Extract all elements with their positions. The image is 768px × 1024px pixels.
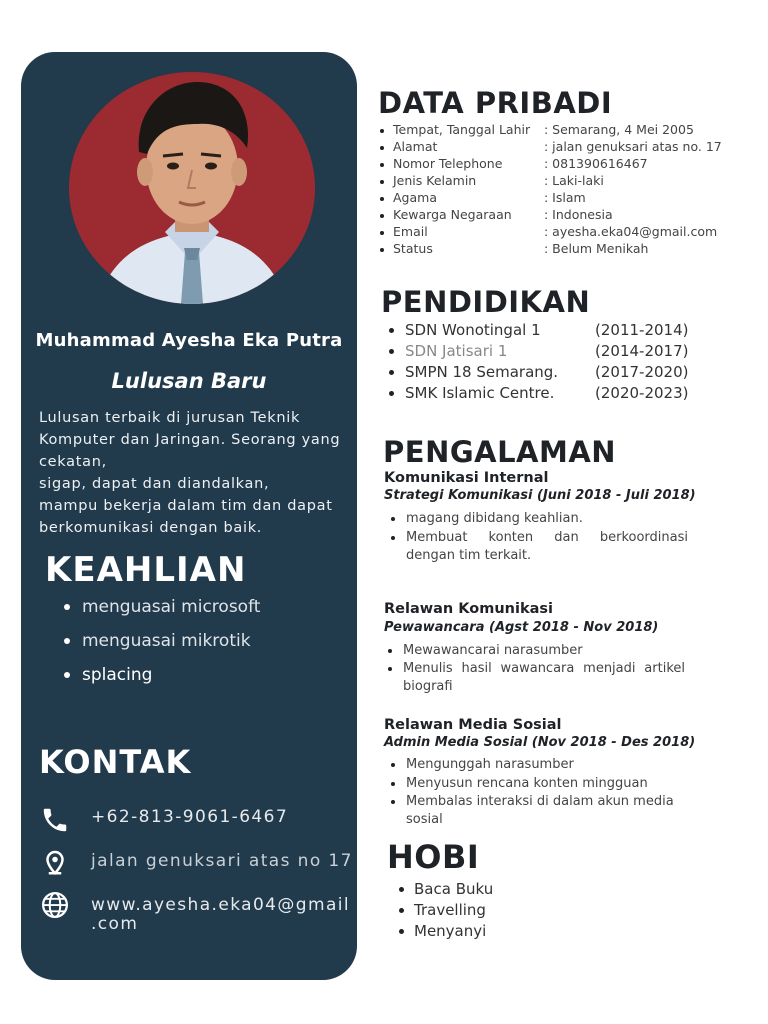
hobby-label: Menyanyi [414,922,487,940]
summary-line: Komputer dan Jaringan. Seorang yang [39,432,341,448]
job-item-text: Mewawancarai narasumber [403,643,583,658]
hobbies-heading: HOBI [387,838,480,876]
bullet-icon [389,328,394,333]
hobby-item [399,921,486,942]
education-heading: PENDIDIKAN [381,285,591,319]
personal-row [380,189,586,206]
job-item-text: Mengunggah narasumber [406,757,574,772]
personal-value: : Laki-laki [544,173,604,188]
education-row [389,383,688,404]
education-years: (2014-2017) [595,342,689,360]
hobby-label: Travelling [414,901,486,919]
website-line: www.ayesha.eka04@gmail [91,895,351,915]
education-school: SDN Jatisari 1 [405,342,508,360]
job-title: Komunikasi Internal [384,470,549,486]
personal-row [380,223,717,240]
candidate-role: Lulusan Baru [111,369,267,393]
personal-data-heading: DATA PRIBADI [378,86,613,120]
bullet-icon [399,908,404,913]
job-title: Relawan Media Sosial [384,717,562,733]
bullet-icon [389,370,394,375]
bullet-icon [64,604,70,610]
bullet-icon [391,536,395,540]
bullet-icon [380,163,384,167]
personal-label: Alamat [393,139,438,154]
bullet-icon [391,782,395,786]
personal-value: : Semarang, 4 Mei 2005 [544,122,694,137]
skill-label: menguasai mikrotik [82,631,251,651]
job-item [406,756,574,774]
education-school: SMPN 18 Semarang. [405,363,559,381]
hobby-item [399,879,493,900]
skill-item [64,597,260,617]
bullet-icon [380,248,384,252]
summary-line: berkomunikasi dengan baik. [39,520,263,536]
job-item-continuation: biografi [403,679,453,694]
bullet-icon [391,800,395,804]
profile-summary [39,407,355,539]
bullet-icon [388,649,392,653]
job-item-text: Menyusun rencana konten mingguan [406,776,648,791]
personal-row [380,206,613,223]
summary-line: cekatan, [39,454,107,470]
personal-label: Tempat, Tanggal Lahir [393,122,531,137]
job-item-continuation: sosial [406,812,443,827]
person-portrait-icon [69,72,315,304]
personal-row [380,155,648,172]
bullet-icon [388,667,392,671]
candidate-name: Muhammad Ayesha Eka Putra [35,330,343,351]
personal-value: : Indonesia [544,207,613,222]
bullet-icon [389,391,394,396]
bullet-icon [380,197,384,201]
education-school: SMK Islamic Centre. [405,384,555,402]
job-item-text: magang dibidang keahlian. [406,511,583,526]
personal-label: Kewarga Negaraan [393,207,512,222]
personal-value: : ayesha.eka04@gmail.com [544,224,718,239]
personal-row [380,138,722,155]
location-pin-icon [40,847,70,877]
profile-photo [69,72,315,304]
bullet-icon [380,146,384,150]
personal-label: Nomor Telephone [393,156,503,171]
personal-value: : jalan genuksari atas no. 17 [544,139,722,154]
summary-line: Lulusan terbaik di jurusan Teknik [39,410,301,426]
bullet-icon [380,129,384,133]
education-school: SDN Wonotingal 1 [405,321,541,339]
job-item-text: Menulis hasil wawancara menjadi artikel [403,661,685,676]
bullet-icon [64,638,70,644]
personal-row [380,121,694,138]
bullet-icon [64,672,70,678]
bullet-icon [380,214,384,218]
bullet-icon [380,180,384,184]
job-subtitle: Admin Media Sosial (Nov 2018 - Des 2018) [384,735,696,750]
job-item [403,642,583,660]
globe-icon [40,890,70,920]
personal-label: Status [393,241,433,256]
summary-line: mampu bekerja dalam tim dan dapat [39,498,333,514]
bullet-icon [399,929,404,934]
skill-label: menguasai microsoft [82,597,261,617]
contact-website[interactable] [91,896,350,934]
education-years: (2011-2014) [595,321,689,339]
skill-item [64,665,152,685]
bullet-icon [391,517,395,521]
personal-value: : Belum Menikah [544,241,649,256]
job-item [406,775,648,793]
job-subtitle: Pewawancara (Agst 2018 - Nov 2018) [384,620,659,635]
bullet-icon [391,763,395,767]
education-years: (2020-2023) [595,384,689,402]
experience-heading: PENGALAMAN [383,435,617,469]
job-item [406,529,688,547]
website-line: .com [91,914,139,934]
education-years: (2017-2020) [595,363,689,381]
job-item-continuation: dengan tim terkait. [406,548,532,563]
hobby-item [399,900,486,921]
job-subtitle: Strategi Komunikasi (Juni 2018 - Juli 2018) [384,488,696,503]
job-item-text: Membalas interaksi di dalam akun media [406,794,674,809]
skill-label: splacing [82,665,153,685]
personal-value: : 081390616467 [544,156,648,171]
summary-line: sigap, dapat dan diandalkan, [39,476,270,492]
job-item-text: Membuat konten dan berkoordinasi [406,530,688,545]
personal-label: Agama [393,190,437,205]
education-row [389,362,688,383]
contact-phone[interactable]: +62-813-9061-6467 [91,807,289,827]
bullet-icon [380,231,384,235]
contact-heading: KONTAK [39,743,192,781]
hobby-label: Baca Buku [414,880,494,898]
bullet-icon [399,887,404,892]
skill-item [64,631,251,651]
job-item [406,510,583,528]
bullet-icon [389,349,394,354]
personal-value: : Islam [544,190,586,205]
contact-address: jalan genuksari atas no 17 [91,851,353,871]
education-row [389,341,688,362]
personal-label: Email [393,224,428,239]
phone-icon [40,805,70,835]
job-item [406,793,674,811]
job-item [403,660,685,678]
personal-label: Jenis Kelamin [393,173,477,188]
education-row [389,320,688,341]
job-title: Relawan Komunikasi [384,601,554,617]
personal-row [380,172,604,189]
personal-row [380,240,648,257]
skills-heading: KEAHLIAN [45,550,247,590]
